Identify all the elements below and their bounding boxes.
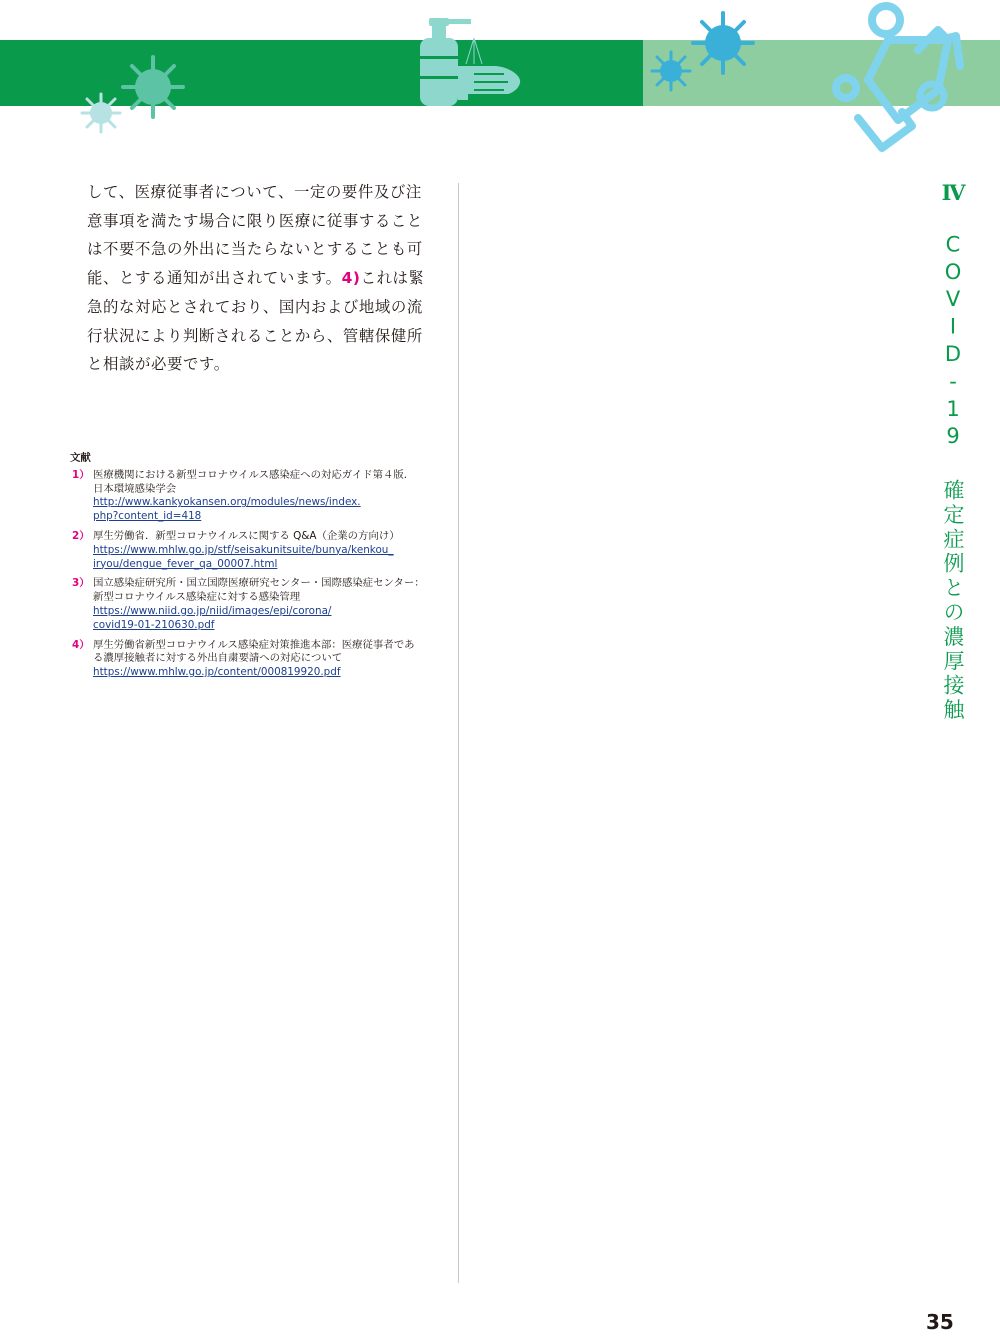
chapter-side-title (938, 180, 968, 723)
reference-link[interactable]: https://www.niid.go.jp/niid/images/epi/corona/ (93, 604, 332, 617)
body-text-part2: これは緊急的な対応とされており、国内および地域の流行状況により判断されることから、管轄保健所と相談が必要です。 (87, 269, 425, 374)
reference-item-3 (70, 577, 440, 632)
column-divider (458, 183, 459, 1283)
reference-item-4 (70, 639, 440, 680)
body-paragraph (87, 178, 432, 379)
reference-text: 厚生労働省．新型コロナウイルスに関する Q&A（企業の方向け） (93, 529, 400, 542)
virus-icon-blue (690, 10, 756, 76)
reference-link[interactable]: https://www.mhlw.go.jp/content/000819920.pdf (93, 666, 341, 679)
reference-text: 新型コロナウイルス感染症に対する感染管理 (93, 591, 301, 604)
reference-text: 医療機関における新型コロナウイルス感染症への対応ガイド第４版. (93, 468, 408, 481)
references-section (70, 452, 440, 686)
reference-number: 2） (72, 529, 90, 542)
reference-marker: 4) (341, 269, 361, 288)
page-number: 35 (926, 1310, 954, 1334)
reference-number: 3） (72, 577, 90, 590)
reference-link[interactable]: iryou/dengue_fever_qa_00007.html (93, 557, 278, 570)
chapter-number: Ⅳ (941, 180, 966, 205)
virus-icon-small (80, 92, 122, 134)
reference-text: 国立感染症研究所・国立国際医療研究センター・国際感染症センター： (93, 577, 425, 590)
reference-link[interactable]: covid19-01-210630.pdf (93, 618, 215, 631)
reference-link[interactable]: https://www.mhlw.go.jp/stf/seisakunitsuite/bunya/kenkou_ (93, 543, 394, 556)
reference-link[interactable]: http://www.kankyokansen.org/modules/news/index. (93, 496, 361, 509)
reference-link[interactable]: php?content_id=418 (93, 510, 202, 523)
hand-washing-icon (828, 0, 968, 155)
reference-text: 日本環境感染学会 (93, 482, 177, 495)
reference-number: 1） (72, 468, 90, 481)
reference-text: 厚生労働省新型コロナウイルス感染症対策推進本部：医療従事者であ (93, 638, 415, 651)
virus-icon (120, 54, 186, 120)
body-text-part1: して、医療従事者について、一定の要件及び注意事項を満たす場合に限り医療に従事することは不要不急の外出に当たらないとすることも可能、とする通知が出されています。 (87, 183, 423, 288)
references-title: 文献 (70, 452, 91, 464)
reference-item-2 (70, 530, 440, 571)
reference-text: る濃厚接触者に対する外出自粛要請への対応について (93, 652, 343, 665)
reference-item-1 (70, 469, 440, 524)
chapter-title: COVID-19 確定症例との濃厚接触 (941, 232, 965, 724)
reference-number: 4） (72, 638, 90, 651)
hand-icon (454, 36, 526, 102)
virus-icon-blue-small (650, 50, 692, 92)
